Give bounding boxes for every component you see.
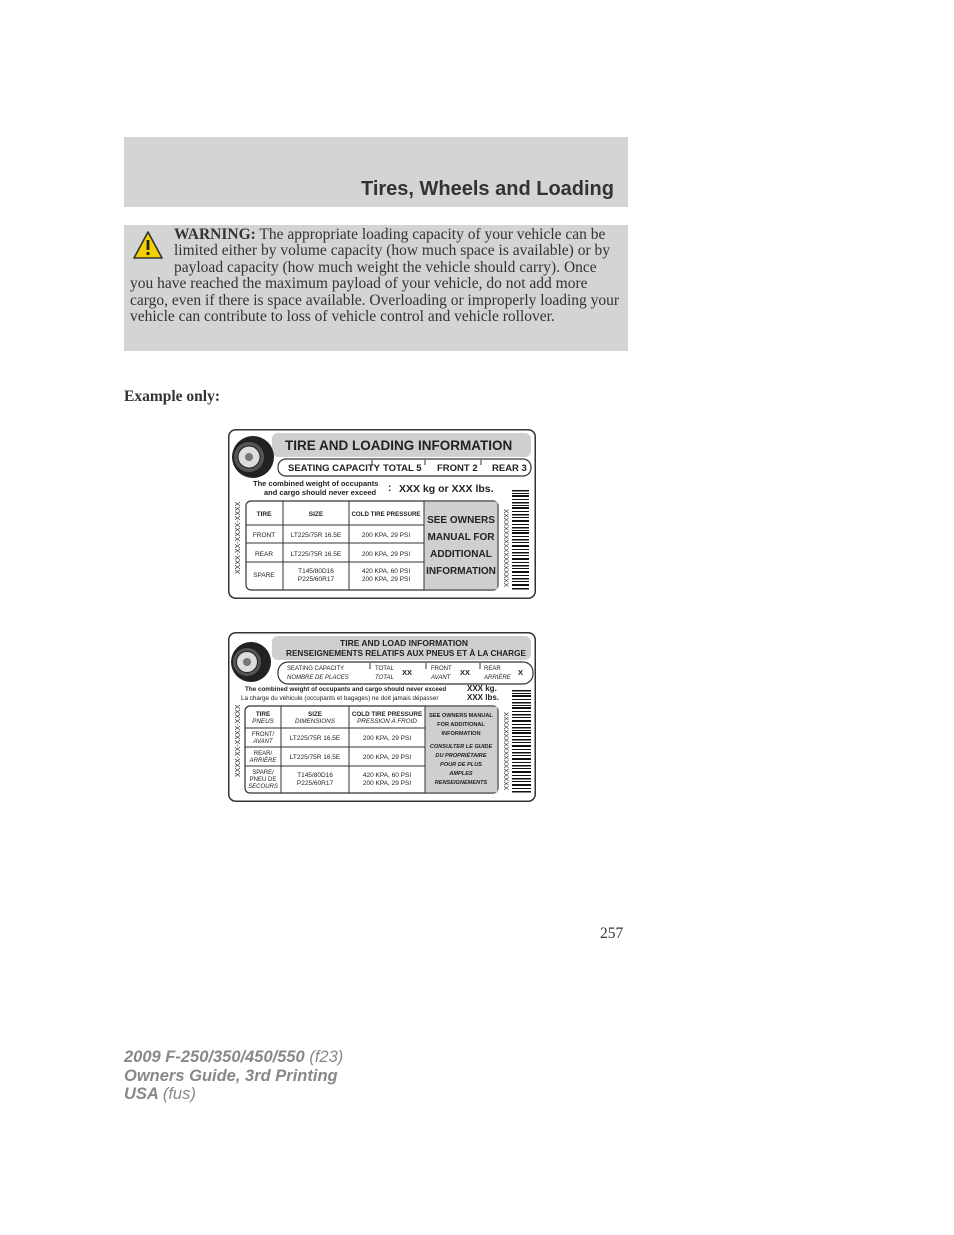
- label2-total-value: XX: [402, 668, 413, 677]
- label1-col-tire: TIRE: [256, 511, 272, 518]
- footer-model: 2009 F-250/350/450/550: [124, 1048, 305, 1066]
- label1-front: FRONT 2: [437, 463, 478, 474]
- label2-note-en-1: SEE OWNERS MANUAL: [429, 713, 493, 719]
- label1-col-size: SIZE: [308, 511, 324, 518]
- label2-combined-en: The combined weight of occupants and cargo should never exceed: [245, 686, 447, 693]
- footer-guide: Owners Guide, 3rd Printing: [124, 1066, 338, 1085]
- label2-col-tire-fr: PNEUS: [252, 718, 274, 725]
- label1-row2-tire: REAR: [254, 551, 274, 558]
- label2-row1-tire-fr: AVANT: [253, 739, 273, 745]
- label2-row3-size1: T145/80D16: [297, 772, 333, 779]
- label2-row1-tire: FRONT/: [251, 732, 275, 738]
- label2-col-tire: TIRE: [255, 711, 271, 718]
- label2-front-fr: AVANT: [431, 675, 451, 681]
- label1-row3-pressure1: 420 KPA, 60 PSI: [361, 568, 411, 575]
- tire-loading-label-english: [228, 429, 536, 599]
- footer-model-code: (f23): [309, 1048, 344, 1066]
- label2-row3-tire-fr2: SECOURS: [248, 784, 278, 790]
- label2-front: FRONT: [431, 666, 452, 672]
- label2-note-fr-4: AMPLES: [449, 771, 473, 777]
- label2-note-fr-2: DU PROPRIÉTAIRE: [435, 753, 487, 759]
- label2-title-fr: RENSEIGNEMENTS RELATIFS AUX PNEUS ET À LA CHARGE: [286, 649, 526, 658]
- label2-barcode-code: XXXXXXXXXXXXXXXXXX: [502, 712, 509, 791]
- label2-weight-kg: XXX kg.: [467, 684, 497, 693]
- label1-row3-size1: T145/80D16: [298, 568, 334, 575]
- label1-col-pressure: COLD TIRE PRESSURE: [351, 511, 421, 518]
- warning-box: [124, 225, 628, 351]
- label1-row1-size: LT225/75R 16.5E: [290, 532, 342, 539]
- label2-row3-tire: SPARE/: [252, 770, 274, 776]
- label2-rear: REAR: [484, 666, 501, 672]
- label2-weight-lbs: XXX lbs.: [467, 693, 500, 702]
- label2-row1-pressure: 200 KPA, 29 PSI: [362, 735, 412, 742]
- label2-col-size-fr: DIMENSIONS: [295, 718, 335, 725]
- label1-note-1: SEE OWNERS: [427, 515, 495, 526]
- label1-rear: REAR 3: [492, 463, 527, 474]
- label2-rear-fr: ARRIÈRE: [484, 675, 511, 681]
- label2-row3-pressure1: 420 KPA, 60 PSI: [362, 772, 412, 779]
- label2-seating-fr: NOMBRE DE PLACES: [287, 675, 349, 681]
- footer-market: USA: [124, 1085, 159, 1103]
- label1-row3-pressure2: 200 KPA, 29 PSI: [361, 576, 411, 583]
- label1-note-2: MANUAL FOR: [427, 532, 495, 543]
- label1-barcode-code: XXXXXXXXXXXXXXXXXX: [502, 509, 509, 588]
- label1-note-3: ADDITIONAL: [430, 549, 492, 560]
- label1-side-code: XXXX-XX-XXXX-XXXX: [235, 501, 242, 574]
- label2-col-pressure-fr: PRESSION À FROID: [357, 718, 417, 725]
- label2-row2-pressure: 200 KPA, 29 PSI: [362, 754, 412, 761]
- label1-title: TIRE AND LOADING INFORMATION: [285, 438, 513, 453]
- page-title: Tires, Wheels and Loading: [360, 178, 614, 200]
- section-header: [124, 137, 628, 207]
- label1-note-4: INFORMATION: [426, 566, 496, 577]
- label2-row2-size: LT225/75R 16.5E: [289, 754, 341, 761]
- label2-note-en-3: INFORMATION: [441, 731, 481, 737]
- label2-row3-size2: P225/60R17: [296, 780, 334, 787]
- label2-row1-size: LT225/75R 16.5E: [289, 735, 341, 742]
- label1-row1-tire: FRONT: [252, 532, 276, 539]
- label1-colon: :: [388, 483, 392, 494]
- label2-rear-value: X: [518, 668, 524, 677]
- label2-row3-pressure2: 200 KPA, 29 PSI: [362, 780, 412, 787]
- label1-weight: XXX kg or XXX lbs.: [399, 483, 494, 495]
- label2-col-pressure: COLD TIRE PRESSURE: [351, 711, 423, 718]
- label2-total-fr: TOTAL: [375, 675, 394, 681]
- label2-note-fr-3: POUR DE PLUS: [440, 762, 482, 768]
- label2-note-fr-5: RENSEIGNEMENTS: [434, 780, 488, 786]
- label1-seating: SEATING CAPACITY: [288, 463, 381, 474]
- label2-note-en-2: FOR ADDITIONAL: [437, 722, 485, 728]
- warning-label: WARNING:: [174, 226, 256, 243]
- label2-title-en: TIRE AND LOAD INFORMATION: [340, 638, 468, 648]
- label1-total: TOTAL 5: [383, 463, 422, 474]
- footer-market-code: (fus): [162, 1085, 196, 1103]
- warning-triangle-icon: [132, 230, 164, 260]
- label2-row3-tire-fr: PNEU DE: [249, 777, 277, 783]
- page-number: 257: [600, 925, 624, 942]
- label2-row2-tire-fr: ARRIÈRE: [249, 758, 277, 764]
- label2-row2-tire: REAR/: [253, 751, 273, 757]
- label1-barcode: [511, 489, 530, 593]
- footer: [124, 1048, 343, 1104]
- label1-row3-size2: P225/60R17: [297, 576, 335, 583]
- label2-front-value: XX: [460, 668, 471, 677]
- example-label: Example only:: [124, 388, 221, 405]
- warning-text: The appropriate loading capacity of your vehicle can be limited either by volume capacity (how much space is available) or by payload capacity (how much weight the vehicle should carry). Once you have reached the maximum payload of your vehicle, do not add more cargo, even if there is space available. Overloading or improperly loading your vehicle can contribute to loss of vehicle control and vehicle rollover.: [130, 226, 620, 326]
- label2-seating: SEATING CAPACITY: [287, 666, 345, 672]
- tire-icon: [231, 642, 271, 682]
- label1-row2-pressure: 200 KPA, 29 PSI: [361, 551, 411, 558]
- label2-col-size: SIZE: [308, 711, 322, 718]
- label2-note-fr-1: CONSULTER LE GUIDE: [429, 744, 493, 750]
- label1-combined-2: and cargo should never exceed: [264, 488, 377, 497]
- label2-side-code: XXXX-XX-XXXX-XXXX: [235, 704, 242, 777]
- label1-row3-tire: SPARE: [253, 572, 275, 579]
- label1-row1-pressure: 200 KPA, 29 PSI: [361, 532, 411, 539]
- label1-row2-size: LT225/75R 16.5E: [290, 551, 342, 558]
- tire-loading-label-bilingual: [228, 632, 536, 802]
- label2-total: TOTAL: [375, 666, 394, 672]
- tire-icon: [232, 436, 274, 478]
- label1-combined-1: The combined weight of occupants: [253, 479, 379, 488]
- label2-combined-fr: La charge du véhicule (occupants et bagages) ne doit jamais dépasser: [241, 695, 439, 702]
